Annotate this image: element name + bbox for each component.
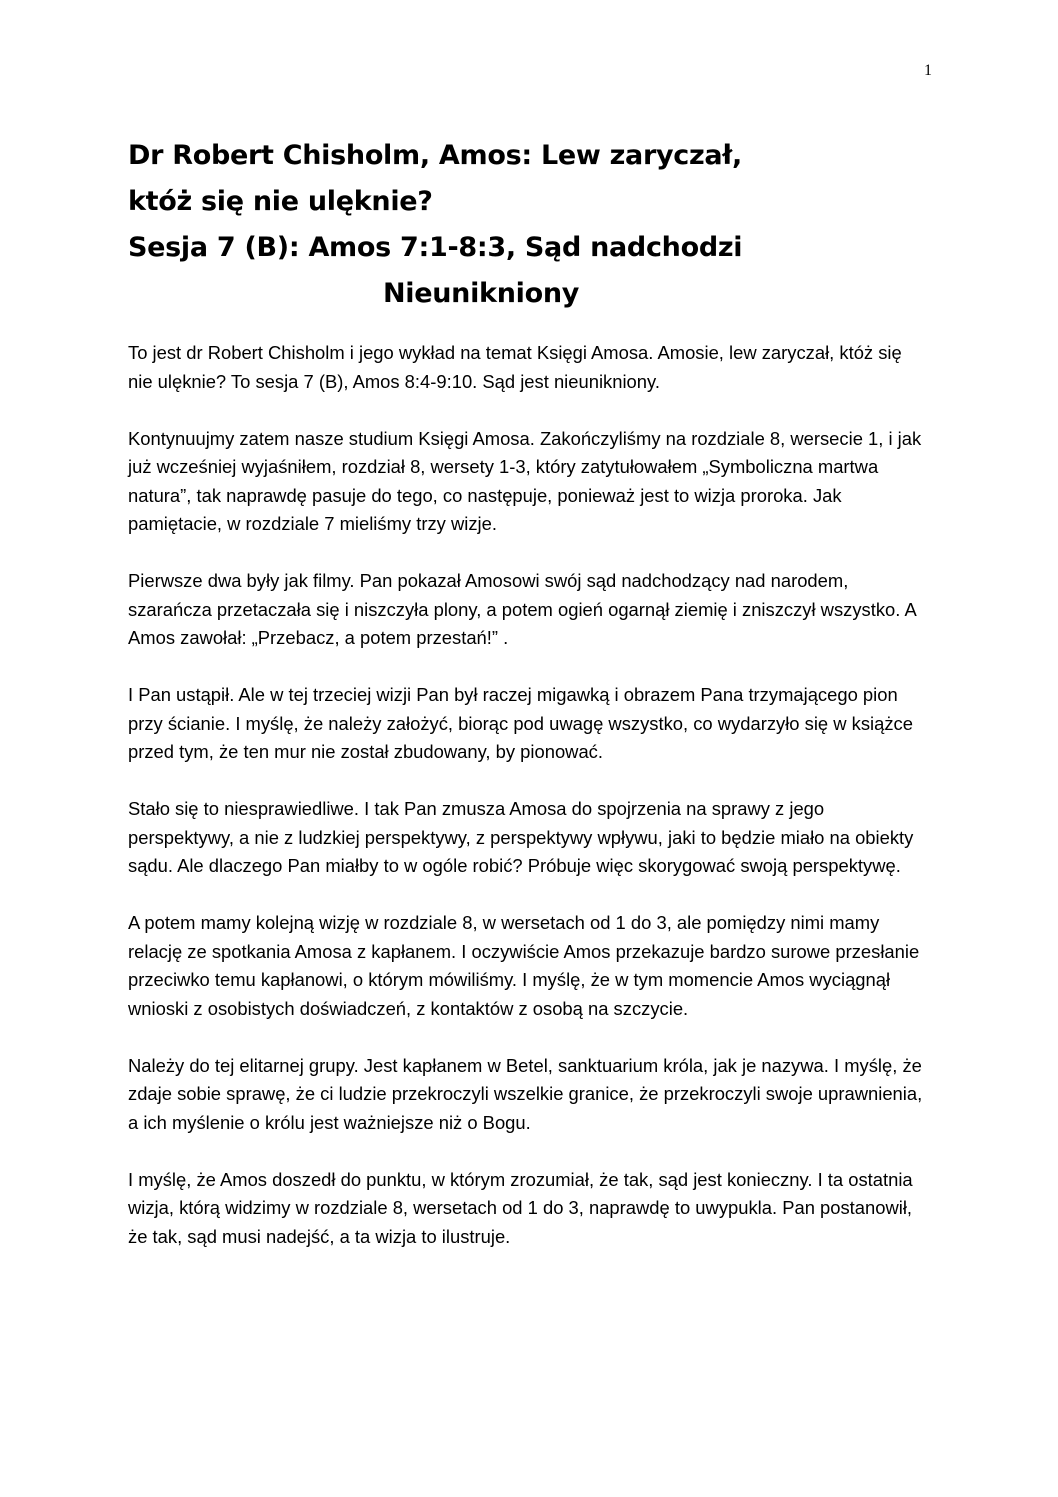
document-title xyxy=(128,133,938,317)
paragraph: A potem mamy kolejną wizję w rozdziale 8, w wersetach od 1 do 3, ale pomiędzy nimi mamy relację ze spotkania Amosa z kapłanem. I oczywiście Amos przekazuje bardzo surowe przesłanie przeciwko temu kapłanowi, o którym mówiliśmy. I myślę, że w tym momencie Amos wyciągnął wnioski z osobistych doświadczeń, z kontaktów z osobą na szczycie. xyxy=(128,912,920,1019)
title-line-2: któż się nie ulęknie? xyxy=(128,186,433,217)
paragraph: To jest dr Robert Chisholm i jego wykład na temat Księgi Amosa. Amosie, lew zaryczał, któż się nie ulęknie? To sesja 7 (B), Amos 8:4-9:10. Sąd jest nieunikniony. xyxy=(128,342,902,392)
paragraph: I Pan ustąpił. Ale w tej trzeciej wizji Pan był raczej migawką i obrazem Pana trzymającego pion przy ścianie. I myślę, że należy założyć, biorąc pod uwagę wszystko, co wydarzyło się w książce przed tym, że ten mur nie został zbudowany, by pionować. xyxy=(128,684,913,762)
paragraph: Należy do tej elitarnej grupy. Jest kapłanem w Betel, sanktuarium króla, jak je nazywa. I myślę, że zdaje sobie sprawę, że ci ludzie przekroczyli wszelkie granice, że przekroczyli swoje uprawnienia, a ich myślenie o królu jest ważniejsze niż o Bogu. xyxy=(128,1054,923,1133)
title-line-3: Sesja 7 (B): Amos 7:1-8:3, Sąd nadchodzi xyxy=(128,232,743,263)
title-line-4: Nieunikniony xyxy=(383,278,580,309)
title-line-1: Dr Robert Chisholm, Amos: Lew zaryczał, xyxy=(128,140,742,171)
document-body xyxy=(128,339,928,1280)
paragraph: Stało się to niesprawiedliwe. I tak Pan zmusza Amosa do spojrzenia na sprawy z jego perspektywy, a nie z ludzkiej perspektywy, z perspektywy wpływu, jaki to będzie miało na obiekty sądu. Ale dlaczego Pan miałby to w ogóle robić? Próbuje więc skorygować swoją perspektywę. xyxy=(128,798,914,876)
page-number: 1 xyxy=(924,62,932,79)
paragraph: Kontynuujmy zatem nasze studium Księgi Amosa. Zakończyliśmy na rozdziale 8, wersecie 1, i jak już wcześniej wyjaśniłem, rozdział 8, wersety 1-3, który zatytułowałem „Symboliczna martwa natura”, tak naprawdę pasuje do tego, co następuje, ponieważ jest to wizja proroka. Jak pamiętacie, w rozdziale 7 mieliśmy trzy wizje. xyxy=(128,427,922,534)
paragraph: I myślę, że Amos doszedł do punktu, w którym zrozumiał, że tak, sąd jest konieczny. I ta ostatnia wizja, którą widzimy w rozdziale 8, wersetach od 1 do 3, naprawdę to uwypukla. Pan postanowił, że tak, sąd musi nadejść, a ta wizja to ilustruje. xyxy=(128,1168,913,1247)
paragraph: Pierwsze dwa były jak filmy. Pan pokazał Amosowi swój sąd nadchodzący nad narodem, szarańcza przetaczała się i niszczyła plony, a potem ogień ogarnął ziemię i zniszczył wszystko. A Amos zawołał: „Przebacz, a potem przestań!” . xyxy=(128,570,916,648)
